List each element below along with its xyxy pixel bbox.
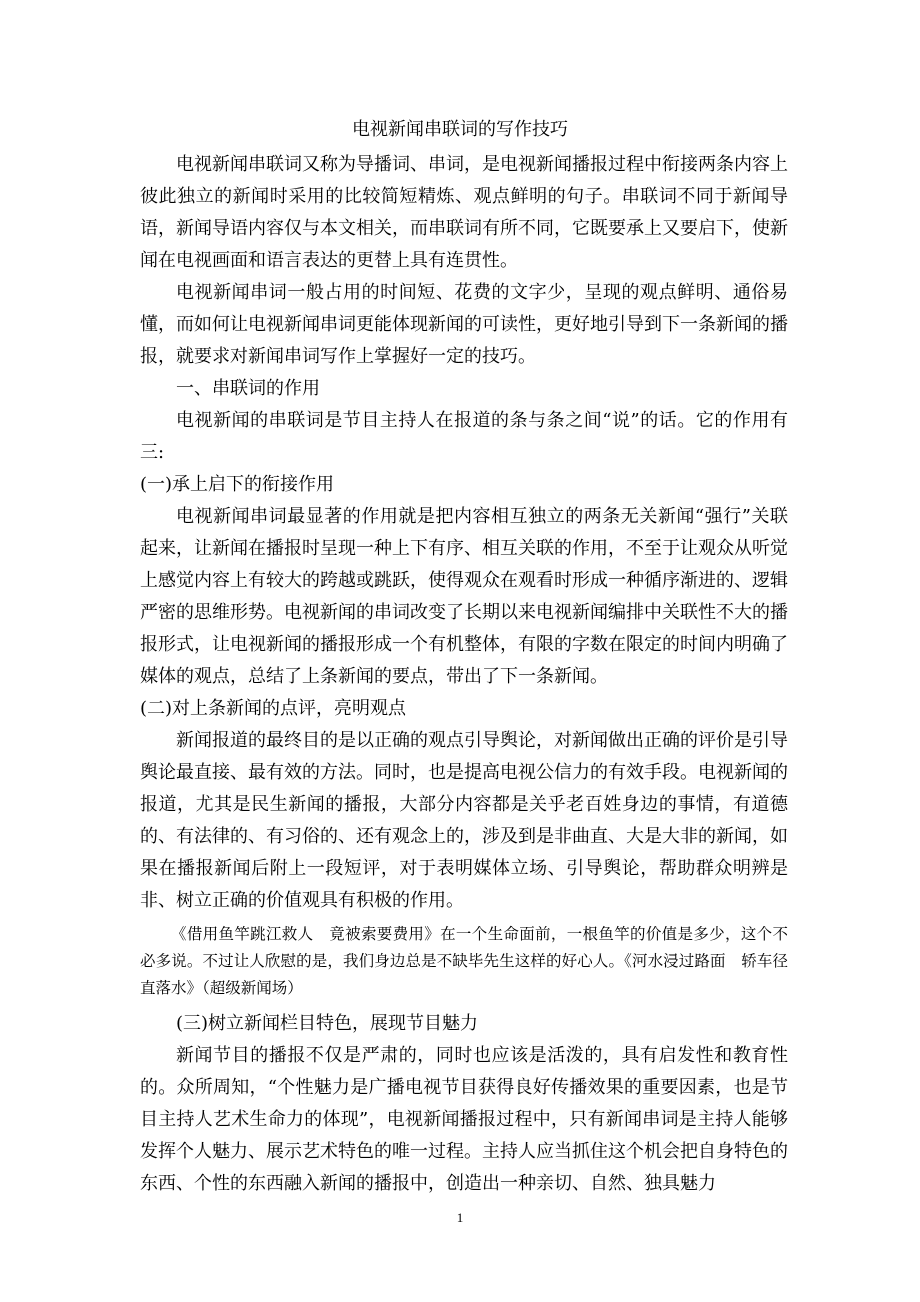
subsection2-text: 新闻报道的最终目的是以正确的观点引导舆论，对新闻做出正确的评价是引导舆论最直接、最有效的方法。同时，也是提高电视公信力的有效手段。电视新闻的报道，尤其是民生新闻的播报，大部分内容都是关乎老百姓身边的事情，有道德的、有法律的、有习俗的、还有观念上的，涉及到是非曲直、大是大非的新闻，如果在播报新闻后附上一段短评，对于表明媒体立场、引导舆论，帮助群众明辨是非、树立正确的价值观具有积极的作用。: [140, 730, 788, 911]
paragraph-intro-2: 电视新闻串词一般占用的时间短、花费的文字少，呈现的观点鲜明、通俗易懂，而如何让电视新闻串词更能体现新闻的可读性，更好地引导到下一条新闻的播报，就要求对新闻串词写作上掌握好一定的技巧。: [140, 282, 788, 367]
page-number: 1: [456, 1210, 464, 1225]
section1-intro: 电视新闻的串联词是节目主持人在报道的条与条之间“说”的话。它的作用有三:: [140, 410, 788, 463]
subheading-2: (二)对上条新闻的点评，亮明观点: [140, 698, 407, 719]
subheading-1: (一)承上启下的衔接作用: [140, 474, 335, 495]
subsection1-text: 电视新闻串词最显著的作用就是把内容相互独立的两条无关新闻“强行”关联起来，让新闻在播报时呈现一种上下有序、相互关联的作用，不至于让观众从听觉上感觉内容上有较大的跨越或跳跃，使得观众在观看时形成一种循序渐进的、逻辑严密的思维形势。电视新闻的串词改变了长期以来电视新闻编排中关联性不大的播报形式，让电视新闻的播报形成一个有机整体，有限的字数在限定的时间内明确了媒体的观点，总结了上条新闻的要点，带出了下一条新闻。: [140, 506, 788, 687]
paragraph-intro-1: 电视新闻串联词又称为导播词、串词，是电视新闻播报过程中衔接两条内容上彼此独立的新闻时采用的比较简短精炼、观点鲜明的句子。串联词不同于新闻导语，新闻导语内容仅与本文相关，而串联词有所不同，它既要承上又要启下，使新闻在电视画面和语言表达的更替上具有连贯性。: [140, 154, 788, 271]
subsection3-text: 新闻节目的播报不仅是严肃的，同时也应该是活泼的，具有启发性和教育性的。众所周知，“个性魅力是广播电视节目获得良好传播效果的重要因素，也是节目主持人艺术生命力的体现”，电视新闻播报过程中，只有新闻串词是主持人能够发挥个人魅力、展示艺术特色的唯一过程。主持人应当抓住这个机会把自身特色的东西、个性的东西融入新闻的播报中，创造出一种亲切、自然、独具魅力: [140, 1045, 788, 1194]
document-title: 电视新闻串联词的写作技巧: [352, 119, 568, 140]
subsection2-example: 《借用鱼竿跳江救人 竟被索要费用》在一个生命面前，一根鱼竿的价值是多少，这个不必多说。不过让人欣慰的是，我们身边总是不缺毕先生这样的好心人。《河水浸过路面 轿车径直落水》（超级新闻场）: [140, 926, 788, 997]
subheading-3: (三)树立新闻栏目特色，展现节目魅力: [176, 1013, 479, 1034]
document-body: [140, 149, 788, 1200]
section-heading-1: 一、串联词的作用: [176, 378, 320, 399]
